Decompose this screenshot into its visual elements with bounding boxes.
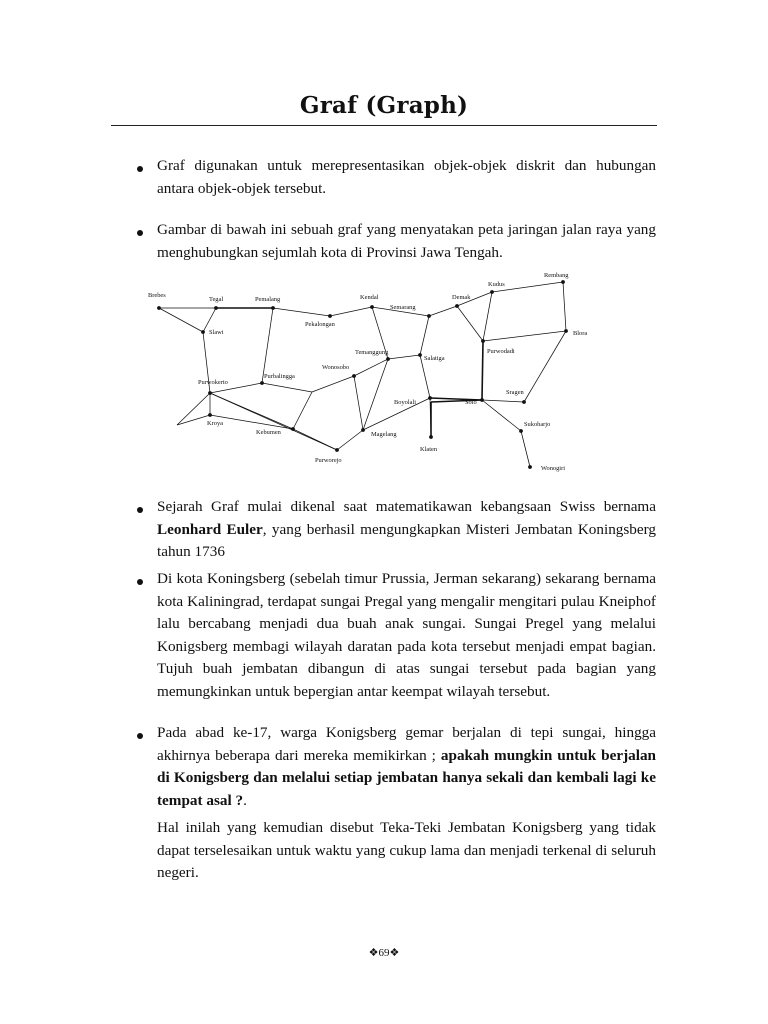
road-edge [330,307,372,316]
city-node [328,314,332,318]
city-label: Boyolali [394,399,417,406]
city-node [370,305,374,309]
city-label: Purbalingga [264,373,295,380]
city-label: Blora [573,330,588,337]
road-edge [159,308,203,332]
city-label: Tegal [209,296,224,303]
road-edge [262,308,273,383]
city-label: Purwokerto [198,379,228,386]
road-edge [420,316,429,355]
city-node [361,428,365,432]
road-edge [293,392,312,429]
road-edge [429,306,457,316]
road-edge [482,400,524,402]
bridge-question-bold: apakah mungkin untuk berjalan di Konigsberg dan melalui setiap jembatan hanya sekali dan kembali lagi ke tempat asal ? [157,746,656,809]
city-label: Kebumen [256,429,281,436]
title-underline [111,125,657,126]
city-node [352,374,356,378]
city-label: Kroya [207,420,223,427]
bullet-icon [137,579,143,585]
city-node [522,400,526,404]
city-node [519,429,523,433]
city-label: Semarang [390,304,416,311]
road-edge [262,383,312,392]
paragraph-graph-definition: Graf digunakan untuk merepresentasikan objek-objek diskrit dan hubungan antara objek-objek tersebut. [157,157,656,197]
road-edge [388,355,420,359]
euler-name: Leonhard Euler [157,520,263,538]
city-node [214,306,218,310]
road-edge [483,331,566,341]
road-network-graph [140,270,610,480]
city-label: Purwodadi [487,348,515,355]
road-edge [482,400,521,431]
city-label: Salatiga [424,355,445,362]
city-label: Pekalongan [305,321,335,328]
bullet-icon [137,507,143,513]
road-edge [521,431,530,467]
city-node [429,435,433,439]
paragraph-graph-example: Gambar di bawah ini sebuah graf yang menyatakan peta jaringan jalan raya yang menghubungkan sejumlah kota di Provinsi Jawa Tengah. [157,221,656,261]
road-edge [293,429,337,450]
bullet-icon [137,733,143,739]
road-edge [337,430,363,450]
road-edge [457,306,483,341]
city-label: Kendal [360,294,379,301]
city-node [528,465,532,469]
city-node [427,314,431,318]
city-label: Rembang [544,272,569,279]
city-label: Purworejo [315,457,342,464]
city-node [564,329,568,333]
city-label: Temanggung [355,349,389,356]
city-node [455,304,459,308]
paragraph-teka-teki: Hal inilah yang kemudian disebut Teka-Teki Jembatan Konigsberg yang tidak dapat terselesaikan untuk waktu yang cukup lama dan menjadi terkenal di seluruh negeri. [157,819,656,881]
road-edge [354,376,363,430]
city-node [157,306,161,310]
paragraph-bridge-question: Pada abad ke-17, warga Konigsberg gemar berjalan di tepi sungai, hingga akhirnya beberapa dari mereka memikirkan ; apakah mungkin untuk berjalan di Konigsberg dan melalui setiap jembatan hanya sekali dan kembali lagi ke tempat asal ?. [157,724,656,809]
city-label: Slawi [209,329,224,336]
city-label: Brebes [148,292,166,299]
city-node [335,448,339,452]
city-node [561,280,565,284]
page-title: Graf (Graph) [299,92,469,119]
city-node [208,413,212,417]
city-label: Magelang [371,431,397,438]
paragraph-euler-history: Sejarah Graf mulai dikenal saat matematikawan kebangsaan Swiss bernama Leonhard Euler, yang berhasil mengungkapkan Misteri Jembatan Koningsberg tahun 1736 [157,498,656,560]
bullet-icon [137,230,143,236]
city-node [271,306,275,310]
city-node [490,290,494,294]
road-edge [563,282,566,331]
bullet-icon [137,166,143,172]
road-edge [482,341,483,400]
road-edge [312,376,354,392]
city-label: Wonosobo [322,364,350,371]
city-node [418,353,422,357]
road-edge [524,331,566,402]
city-label: Klaten [420,446,438,453]
city-label: Solo [465,399,477,406]
paragraph-koningsberg: Di kota Koningsberg (sebelah timur Prussia, Jerman sekarang) sekarang bernama kota Kaliningrad, terdapat sungai Pregal yang mengalir mengitari pulau Kneiphof lalu bercabang menjadi dua buah anak sungai. Sungai Pregel yang melalui Konigsberg membagi wilayah daratan pada kota tersebut menjadi empat bagian. Tujuh buah jembatan dibangun di atas sungai tersebut pada bagian yang memungkinkan untuk bepergian antar keempat wilayah tersebut. [157,570,656,700]
road-edge [483,292,492,341]
city-label: Sragen [506,389,524,396]
city-node [260,381,264,385]
city-node [291,427,295,431]
page-number: ❖69❖ [368,947,400,959]
city-node [201,330,205,334]
city-label: Demak [452,294,471,301]
city-label: Wonogiri [541,465,565,472]
city-label: Pemalang [255,296,281,303]
road-edge [210,393,337,450]
city-label: Sukoharjo [524,421,551,428]
city-node [480,398,484,402]
city-label: Kudus [488,281,505,288]
city-node [481,339,485,343]
city-node [428,396,432,400]
city-node [386,357,390,361]
city-node [208,391,212,395]
road-edge [273,308,330,316]
